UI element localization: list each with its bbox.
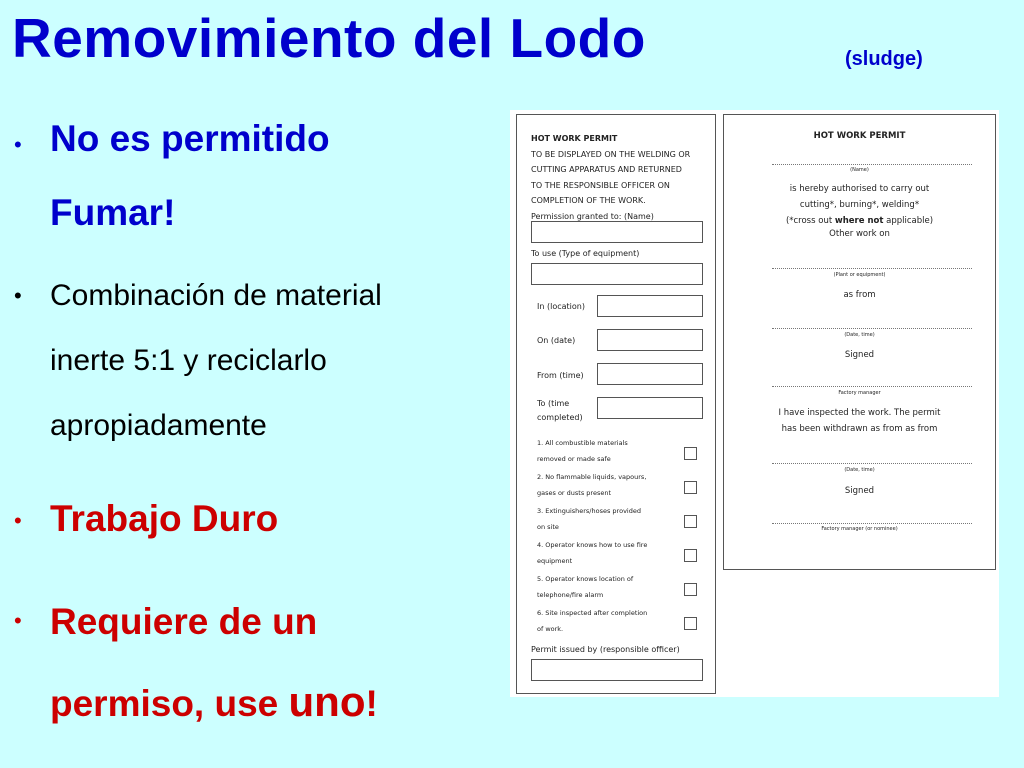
bullet-permit [50, 582, 378, 744]
checklist-item [537, 503, 641, 535]
field-caption: (Date, time) [844, 332, 875, 338]
checklist-item [537, 537, 647, 569]
inspection-line: I have inspected the work. The permit [778, 408, 941, 418]
authorisation-line: Other work on [829, 229, 890, 239]
checklist-text: 4. Operator knows how to use fire [537, 541, 648, 549]
to-time-field [597, 397, 703, 419]
bullet-text-line: Requiere de un [50, 601, 318, 642]
permit-stub-form [516, 114, 716, 694]
slide-subtitle: (sludge) [845, 48, 923, 70]
date-field [597, 329, 703, 351]
signature-line [772, 386, 972, 387]
as-from-text: as from [843, 290, 876, 300]
bullet-marker: • [14, 508, 22, 533]
issued-by-field [531, 659, 703, 681]
authorisation-text [724, 181, 995, 242]
bullet-emphasis: uno [288, 678, 366, 725]
to-time-label-line: completed) [537, 413, 583, 422]
checklist-item [537, 571, 633, 603]
bullet-text-line: apropiadamente [50, 409, 267, 442]
checklist-text: removed or made safe [537, 455, 611, 463]
field-caption: Factory manager (or nominee) [821, 526, 898, 532]
to-time-label-line: To (time [537, 399, 570, 408]
bullet-text-line [50, 662, 378, 744]
issued-by-label: Permit issued by (responsible officer) [531, 645, 680, 654]
signed-text: Signed [844, 350, 875, 360]
signature-line [772, 268, 972, 269]
field-caption: Factory manager [838, 390, 881, 396]
authorisation-line: cutting*, burning*, welding* [799, 200, 920, 210]
permission-label: Permission granted to: (Name) [531, 211, 654, 221]
permit-stub-heading-line: CUTTING APPARATUS AND RETURNED [531, 165, 682, 174]
checklist-text: 1. All combustible materials [537, 439, 628, 447]
checklist-text: 6. Site inspected after completion [537, 609, 648, 617]
permit-stub-header [531, 131, 711, 224]
permit-stub-heading-line: COMPLETION OF THE WORK. [531, 196, 646, 205]
bullet-text-line: Fumar! [50, 192, 176, 233]
permission-name-field [531, 221, 703, 243]
checklist-item [537, 435, 628, 467]
bullet-inert-mix [50, 263, 382, 458]
permit-stub-heading: HOT WORK PERMIT [531, 134, 618, 143]
equipment-label: To use (Type of equipment) [531, 249, 640, 258]
checklist-text: telephone/fire alarm [537, 591, 604, 599]
to-time-label [537, 397, 583, 425]
inspection-line: has been withdrawn as from as from [781, 424, 938, 434]
signature-line [772, 164, 972, 165]
permit-main-form [723, 114, 996, 570]
checklist-checkbox [684, 515, 697, 528]
permit-stub-heading-line: TO THE RESPONSIBLE OFFICER ON [531, 180, 670, 190]
field-caption: (Name) [850, 167, 869, 173]
checklist-checkbox [684, 583, 697, 596]
inspection-text [724, 405, 995, 437]
checklist-text: 5. Operator knows location of [537, 575, 634, 583]
checklist-text: 3. Extinguishers/hoses provided [537, 507, 641, 515]
checklist-checkbox [684, 481, 697, 494]
slide-title: Removimiento del Lodo [12, 7, 646, 69]
bullet-no-smoking [50, 102, 330, 250]
authorisation-part: applicable) [883, 216, 934, 226]
signature-line [772, 463, 972, 464]
bullet-marker: • [14, 608, 22, 633]
authorisation-part: (*cross out [785, 216, 835, 226]
checklist-text: equipment [537, 557, 573, 565]
checklist-text: of work. [537, 625, 564, 633]
permit-main-title: HOT WORK PERMIT [813, 131, 906, 141]
signature-line [772, 328, 972, 329]
checklist-checkbox [684, 549, 697, 562]
permit-stub-heading-line: TO BE DISPLAYED ON THE WELDING OR [531, 149, 691, 159]
bullet-text-line: Combinación de material [50, 279, 382, 312]
equipment-field [531, 263, 703, 285]
authorisation-line: is hereby authorised to carry out [789, 184, 930, 194]
field-caption: (Plant or equipment) [833, 272, 886, 278]
checklist-text: gases or dusts present [537, 489, 612, 497]
bullet-hard-work: Trabajo Duro [50, 498, 279, 539]
field-caption: (Date, time) [844, 467, 875, 473]
signature-line [772, 523, 972, 524]
from-time-field [597, 363, 703, 385]
bullet-marker: • [14, 132, 22, 157]
hot-work-permit-image [510, 110, 999, 697]
checklist-item [537, 605, 647, 637]
signed-text: Signed [844, 486, 875, 496]
location-label: In (location) [537, 302, 585, 311]
bullet-text-line: inerte 5:1 y reciclarlo [50, 344, 327, 377]
location-field [597, 295, 703, 317]
checklist-text: 2. No flammable liquids, vapours, [537, 473, 647, 481]
checklist-checkbox [684, 617, 697, 630]
checklist-item [537, 469, 646, 501]
from-time-label: From (time) [537, 371, 584, 380]
authorisation-emphasis: where not [834, 216, 884, 226]
bullet-marker: • [14, 283, 22, 308]
checklist-text: on site [537, 523, 559, 531]
bullet-text-part: permiso, use [50, 683, 289, 724]
bullet-text-line: No es permitido [50, 118, 330, 159]
date-label: On (date) [537, 336, 576, 345]
checklist-checkbox [684, 447, 697, 460]
bullet-text-part: ! [365, 683, 378, 724]
